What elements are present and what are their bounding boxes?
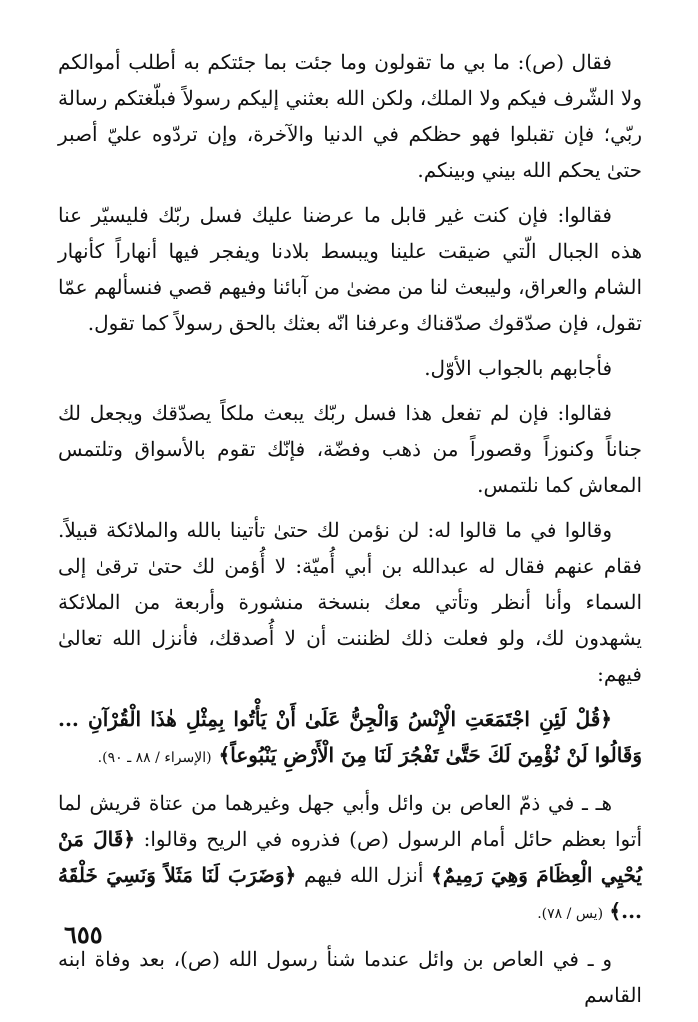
section-h-text: هـ ـ في ذمّ العاص بن وائل وأبي جهل وغيرهما من عتاة قريش لما أتوا بعظم حائل أمام الرسول (ص) فذروه في الريح وقالوا: (58, 791, 642, 851)
verse-reference: (الإسراء / ٨٨ ـ ٩٠). (97, 750, 212, 766)
quran-verse: ﴿وَضَرَبَ لَنَا مَثَلاً وَنَسِيَ خَلْقَهُ ...﴾ (58, 863, 642, 923)
page-number: ٦٥٥ (64, 920, 103, 949)
paragraph: فأجابهم بالجواب الأوّل. (424, 356, 612, 380)
quran-verse: ﴿قُلْ لَئِنِ اجْتَمَعَتِ الْإِنْسُ وَالْجِنُّ عَلَىٰ أَنْ يَأْتُوا بِمِثْلِ هٰذَا الْقُرْآنِ ... وَقَالُوا لَنْ نُؤْمِنَ لَكَ حَتَّىٰ تَفْجُرَ لَنَا مِنَ الْأَرْضِ يَنْبُوعاً﴾ (58, 707, 642, 767)
section-h-text: أنزل الله فيهم (296, 863, 432, 887)
page-body (58, 44, 642, 1022)
section-h (58, 785, 642, 932)
verse-reference: (يس / ٧٨). (537, 906, 604, 922)
quran-quote (58, 701, 642, 776)
paragraph: فقال (ص): ما بي ما تقولون وما جئت بما جئتكم به أطلب أموالكم ولا الشّرف فيكم ولا الملك، ولكن الله بعثني إليكم رسولاً فبلّغتكم رسالة ربّي؛ فإن تقبلوا فهو حظكم في الدنيا والآخرة، وإن تردّوه عليّ أصبر حتىٰ يحكم الله بيني وبينكم. (58, 50, 642, 182)
quran-verse: ﴿قَالَ مَنْ يُحْيِي الْعِظَامَ وَهِيَ رَمِيمٌ﴾ (58, 827, 642, 887)
paragraph: فقالوا: فإن لم تفعل هذا فسل ربّك يبعث ملكاً يصدّقك ويجعل لك جناناً وكنوزاً وقصوراً من ذهب وفضّة، فإنّك تقوم بالأسواق وتلتمس المعاش كما نلتمس. (58, 401, 642, 497)
paragraph: وقالوا في ما قالوا له: لن نؤمن لك حتىٰ تأتينا بالله والملائكة قبيلاً. فقام عنهم فقال له عبدالله بن أبي أُميّة: لا أُؤمن لك حتىٰ ترقىٰ إلى السماء وأنا أنظر وتأتي معك بنسخة منشورة وأربعة من الملائكة يشهدون لك، ولو فعلت ذلك لظننت أن لا أُصدقك، فأنزل الله تعالىٰ فيهم: (58, 518, 642, 686)
paragraph: فقالوا: فإن كنت غير قابل ما عرضنا عليك فسل ربّك فليسيّر عنا هذه الجبال الّتي ضيقت علينا ويبسط بلادنا ويفجر فيها أنهاراً كأنهار الشام والعراق، وليبعث لنا من مضىٰ من آبائنا وفيهم قصي فنسألهم عمّا تقول، فإن صدّقوك صدّقناك وعرفنا انّه بعثك بالحق رسولاً كما تقول. (58, 203, 642, 335)
section-w: و ـ في العاص بن وائل عندما شنأ رسول الله (ص)، بعد وفاة ابنه القاسم (58, 947, 642, 1007)
